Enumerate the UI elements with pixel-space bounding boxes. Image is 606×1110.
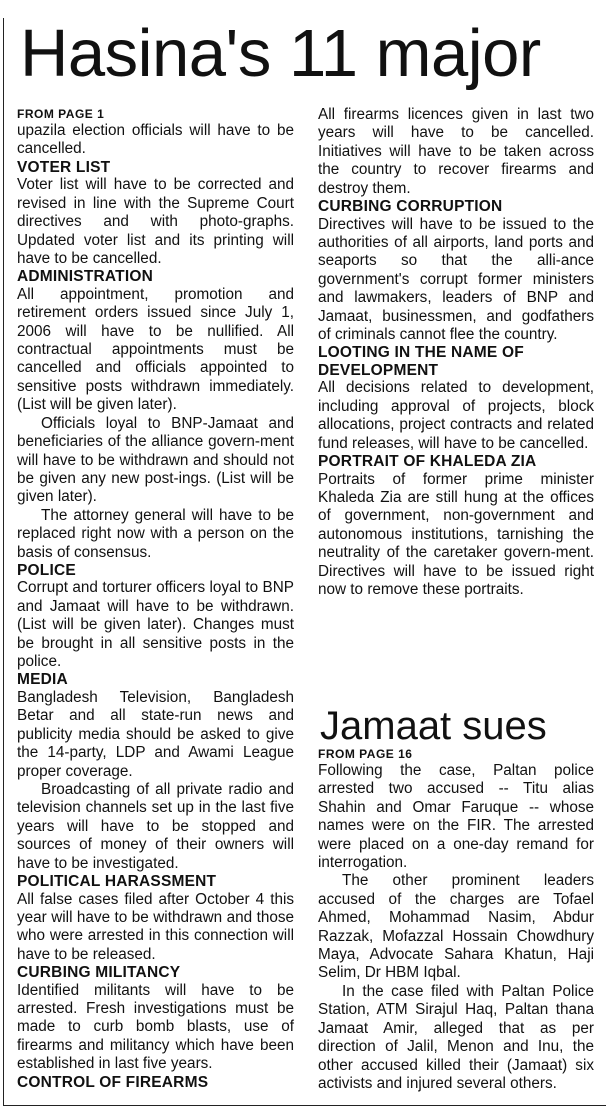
from-page-label: FROM PAGE 1 [17,107,105,121]
media-paragraph-1: Bangladesh Television, Bangladesh Betar and all state-run news and publicity media should be asked to give the 14-party, LDP and Awami League proper coverage. [17,688,294,780]
left-column-rule [3,18,4,1106]
portrait-heading: PORTRAIT OF KHALEDA ZIA [318,453,537,470]
administration-paragraph-1: All appointment, promotion and retirement orders issued since July 1, 2006 will have to be nullified. All contractual appointments must be cancelled and officials appointed to sensitive posts withdrawn immediately. (List will be given later). [17,285,294,414]
control-firearms-heading: CONTROL OF FIREARMS [17,1073,209,1091]
second-story-body [318,746,594,1093]
administration-paragraph-2: Officials loyal to BNP-Jamaat and beneficiaries of the alliance govern-ment will have to be withdrawn and should not be given any new post-ings. (List will be given later). [17,414,294,506]
second-story-paragraph-3: In the case filed with Paltan Police Station, ATM Sirajul Haq, Paltan thana Jamaat Amir, alleged that as per direction of Jalil, Menon and Inu, the other accused killed their (Jamaat) six activists and injured several others. [318,982,594,1092]
police-heading: POLICE [17,561,76,579]
police-paragraph: Corrupt and torturer officers loyal to BNP and Jamaat will have to be withdrawn. (List will be given later). Changes must be brought in all sensitive posts in the police. [17,579,294,671]
administration-heading: ADMINISTRATION [17,268,153,286]
political-harassment-paragraph: All false cases filed after October 4 this year will have to be withdrawn and those who were arrested in this connection will have to be released. [17,890,294,963]
voter-list-heading: VOTER LIST [17,158,111,176]
intro-paragraph: upazila election officials will have to be cancelled. [17,122,294,158]
second-story-paragraph-2: The other prominent leaders accused of the charges are Tofael Ahmed, Mohammad Nasim, Abdur Razzak, Mofazzal Hossain Chowdhury Maya, Advocate Sahara Khatun, Haji Selim, Dr HBM Iqbal. [318,872,594,982]
second-from-page-label: FROM PAGE 16 [318,747,413,761]
curbing-corruption-paragraph: Directives will have to be issued to the authorities of all airports, land ports and seaports so that the alli-ance government's corrupt former ministers and lawmakers, leaders of BNP and Jamaat, businessmen, and godfathers of criminals cannot flee the country. [318,215,594,343]
media-heading: MEDIA [17,671,68,689]
political-harassment-heading: POLITICAL HARASSMENT [17,873,217,891]
second-headline: Jamaat sues [320,704,547,748]
curbing-militancy-heading: CURBING MILITANCY [17,964,181,982]
looting-paragraph: All decisions related to development, including approval of projects, block allocations, project contracts and related fund releases, will have to be cancelled. [318,379,594,452]
curbing-corruption-heading: CURBING CORRUPTION [318,198,503,216]
second-story-paragraph-1: Following the case, Paltan police arrested two accused -- Titu alias Shahin and Omar Faruque -- whose names were on the FIR. The arrested were placed on a one-day remand for interrogation. [318,762,594,872]
media-paragraph-2: Broadcasting of all private radio and television channels set up in the last five years will have to be stopped and sources of money of their owners will have to be investigated. [17,781,294,872]
portrait-paragraph: Portraits of former prime minister Khaleda Zia are still hung at the offices of government, non-government and autonomous institutions, tarnishing the neutrality of the caretaker govern-ment. Directives will have to be issued right now to remove these portraits. [318,470,594,598]
main-headline: Hasina's 11 major [20,16,541,91]
administration-paragraph-3: The attorney general will have to be replaced right now with a person on the basis of consensus. [17,506,294,561]
voter-list-paragraph: Voter list will have to be corrected and revised in line with the Supreme Court directives and with photo-graphs. Updated voter list and its printing will have to be cancelled. [17,176,294,267]
curbing-militancy-paragraph: Identified militants will have to be arrested. Fresh investigations must be made to curb bomb blasts, use of firearms and militancy which have been established in last five years. [17,981,294,1073]
looting-heading: LOOTING IN THE NAME OF DEVELOPMENT [318,344,524,379]
left-column [17,106,294,1091]
right-column [318,106,594,599]
bottom-rule [3,1105,606,1106]
firearms-continued-paragraph: All firearms licences given in last two years will have to be cancelled. Initiatives will have to be taken across the country to recover firearms and destroy them. [318,106,594,197]
